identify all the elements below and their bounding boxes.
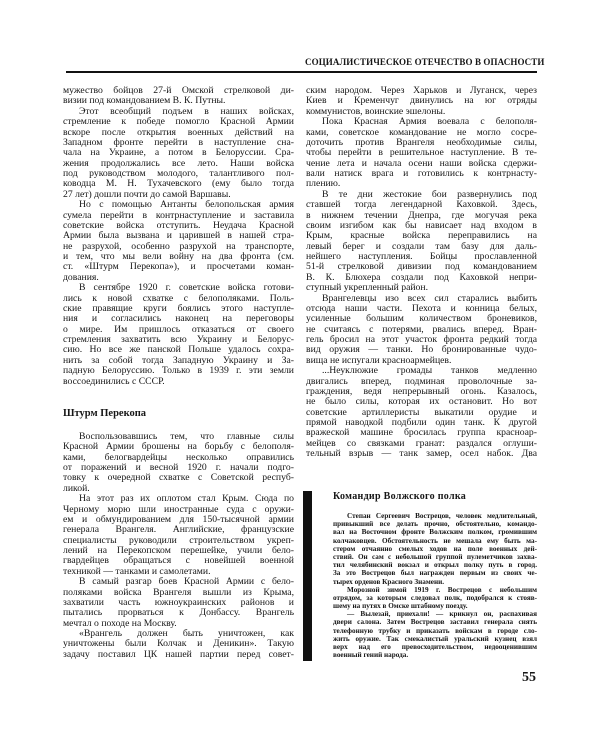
text-line: советские войска отступить. Неудача Красной <box>63 219 294 231</box>
text-line: гель бросил на этот участок фронта редкий тогда <box>306 334 537 345</box>
text-line: Киев и Кременчуг двинулись на юг отряды <box>306 95 537 107</box>
text-line: задачу поставил ЦК нашей партии перед совет- <box>63 648 294 660</box>
text-line: Армии была вызвана и царившей в нашей стра- <box>63 230 294 242</box>
text-line: ками, белогвардейцы несколько оправились <box>63 451 294 463</box>
text-line: жения продолжались все лето. Наши войска <box>63 157 294 169</box>
paragraph <box>63 629 294 660</box>
text-line: под руководством молодого, талантливого пол- <box>63 168 294 179</box>
text-line: дования. <box>63 271 99 283</box>
text-line: не было силы, которая их остановит. Но вот <box>306 396 537 408</box>
text-line: в нижнем течении Днепра, где могучая река <box>306 209 537 221</box>
text-line: вал на Восточном фронте Волжским полком, громившим <box>333 528 537 537</box>
text-line: ставшей тогда легендарной Каховкой. Здесь, <box>306 199 537 211</box>
text-line: гвардейцев обращаться с новейшей военной <box>63 555 294 567</box>
text-line: мейцев со связками гранат: раздался оглуши- <box>306 437 537 449</box>
text-line: двигались вперед, подминая проволочные за- <box>306 375 537 387</box>
text-line: За это Вострецов был награжден первым из своих че- <box>333 569 537 578</box>
text-line: сию. Но все же панской Польше удалось сохра- <box>63 344 294 356</box>
text-line: ликой. <box>63 482 90 494</box>
text-line: В сентябре 1920 г. советские войска готови- <box>79 282 294 294</box>
text-line: своим изгибом как бы нависает над входом в <box>306 219 537 231</box>
text-line: вали натиск врага и готовились к контрнасту- <box>306 168 537 179</box>
text-line: коммунистов, воинские эшелоны. <box>306 105 446 117</box>
text-line: от поражений и весной 1920 г. начали подго- <box>63 462 294 473</box>
text-line: Морозной зимой 1919 г. Вострецов с небольшим <box>347 585 537 594</box>
paragraph <box>306 86 537 117</box>
text-line: воссоединились с СССР. <box>63 375 165 387</box>
text-line: 51-й стрелковой дивизии под командованием <box>306 261 537 273</box>
text-line: отсюда наши части. Пехота и конница белых, <box>306 302 537 314</box>
text-line: прямой наводкой подбили один танк. К другой <box>306 417 537 428</box>
text-line: захватили часть южноукраинских районов и <box>63 596 294 608</box>
text-line: вид оружия — танки. Но бронированные чудо- <box>306 344 537 356</box>
header-rule <box>66 71 537 73</box>
text-line: вища не испугали красноармейцев. <box>306 354 452 366</box>
text-line: вскоре после открытия военных действий на <box>63 126 294 138</box>
text-line: Этот всеобщий подъем в наших войсках, <box>79 105 294 117</box>
text-line: Но с помощью Антанты белопольская армия <box>79 199 294 211</box>
text-line: стером отчаянно смелых ходов на поле военных дей- <box>333 544 537 553</box>
text-line: шему на путях в Омске штабному поезду. <box>333 602 468 611</box>
paragraph <box>306 117 537 190</box>
paragraph <box>63 200 294 283</box>
text-line: стремление к победе помогло Красной Армии <box>63 116 294 128</box>
text-line: нить за собой тогда Западную Украину и За- <box>63 354 294 366</box>
text-line: ...Неуклюжие громады танков медленно <box>322 365 537 377</box>
text-line: мечтал о походе на Москву. <box>63 617 177 629</box>
text-line: Черному морю шли иностранные суда с оружи- <box>63 503 294 515</box>
text-line: плению. <box>306 178 341 190</box>
text-line: — Вылезай, приехали! — крикнул он, распахивая <box>347 610 537 619</box>
paragraph <box>333 512 537 586</box>
text-line: стремления захватить всю Украину и Белорус- <box>63 334 294 345</box>
text-line: визии под командованием В. К. Путны. <box>63 95 226 107</box>
text-line: чтобы перейти в решительное наступление. В те- <box>306 147 537 159</box>
text-line: «Врангель должен быть уничтожен, как <box>79 628 294 639</box>
text-line: советские артиллеристы выкатили орудие и <box>306 406 537 418</box>
text-line: генерала Врангеля. Английские, французские <box>63 524 294 536</box>
sidebar-box-bar <box>303 491 312 661</box>
text-line: лись к новой схватке с белополяками. Поль- <box>63 292 294 304</box>
text-line: верх над его превосходительством, недооценившим <box>333 643 537 651</box>
text-line: ские правящие круги боялись этого наступле- <box>63 302 294 314</box>
text-line: специалисты руководили строительством укреп- <box>63 534 294 546</box>
text-line: лений на Перекопском перешейке, учили бело- <box>63 545 294 556</box>
text-line: Красной Армии брошены на борьбу с белополя- <box>63 441 294 453</box>
text-line: и тем, что мы вели войну на два фронта (см. <box>63 251 294 262</box>
text-line: граждения, ведя непрерывный огонь. Казалось, <box>306 385 537 397</box>
paragraph <box>63 432 294 494</box>
paragraph <box>63 283 294 387</box>
text-line: жить оружие. Так смекалистый уральский кузнец взял <box>333 634 537 643</box>
paragraph <box>63 86 294 107</box>
paragraph <box>333 610 537 659</box>
text-line: усиленные большим количеством броневиков, <box>306 313 537 325</box>
paragraph <box>63 577 294 629</box>
text-line: На этот раз их оплотом стал Крым. Сюда по <box>79 493 294 505</box>
text-line: ствий. Он сам с небольшой группой пулеметчиков захва- <box>333 552 537 561</box>
page-number: 55 <box>522 670 536 685</box>
text-line: левый берег и создали там базу для даль- <box>306 240 537 252</box>
paragraph <box>63 107 294 200</box>
text-line: ем и обмундированием для 150-тысячной армии <box>63 513 294 525</box>
text-line: ским народом. Через Харьков и Луганск, через <box>306 85 537 96</box>
paragraph <box>333 586 537 611</box>
text-line: Пока Красная Армия воевала с белополя- <box>322 116 537 128</box>
text-line: вражеской машине бросилась группа красноар- <box>306 427 537 439</box>
text-line: Степан Сергеевич Вострецов, человек медлительный, <box>347 512 537 520</box>
text-line: двери салона. Затем Вострецов заставил генерала снять <box>333 618 537 627</box>
text-line: чение лета и начала осени наши войска сдержи- <box>306 157 537 169</box>
text-line: В те дни жестокие бои развернулись под <box>322 188 537 200</box>
text-line: отрядом, за которым следовал полк, подобрался к стояв- <box>333 593 537 602</box>
right-column <box>306 86 537 460</box>
paragraph <box>63 494 294 577</box>
text-line: нейшего наступления. Бойцы прославленной <box>306 251 537 262</box>
text-line: колчаковцев. Обстоятельность не мешала ему быть ма- <box>333 536 537 545</box>
paragraph <box>306 190 537 294</box>
text-line: доточить против Врангеля необходимые силы, <box>306 136 537 148</box>
text-line: телефонную трубку и приказать войскам в городе сло- <box>333 626 537 635</box>
text-line: о мире. Им пришлось отказаться от своего <box>63 323 294 335</box>
text-line: военный гений народа. <box>333 651 409 660</box>
text-line: падную Белоруссию. Только в 1939 г. эти земли <box>63 365 294 377</box>
text-line: поляками войска Врангеля вышли из Крыма, <box>63 586 294 598</box>
text-line: Врангелевцы изо всех сил старались выбить <box>322 292 537 304</box>
text-line: мужество бойцов 27-й Омской стрелковой ди- <box>63 85 294 96</box>
text-line: техникой — танками и самолетами. <box>63 565 211 577</box>
text-line: тырех орденов Красного Знамени. <box>333 577 445 586</box>
text-line: В самый разгар боев Красной Армии с бело- <box>79 576 294 588</box>
sidebar-box <box>333 491 537 659</box>
text-line: тил челябинский вокзал и открыл полку путь в город. <box>333 561 537 570</box>
text-line: ководца М. Н. Тухачевского (ему было тогда <box>63 178 294 190</box>
text-line: пытались прорваться к Донбассу. Врангель <box>63 607 294 619</box>
text-line: ст. «Штурм Перекопа»), и просчетами коман- <box>63 261 294 273</box>
text-line: ступный укрепленный район. <box>306 282 429 294</box>
text-line: Западном фронте перейти в наступление сна- <box>63 136 294 148</box>
text-line: товку к очередной схватке с Советской респуб- <box>63 472 294 484</box>
text-line: привыкший все делать прочно, обстоятельно, командо- <box>333 520 537 529</box>
text-line: сумела перейти в контрнаступление и заставила <box>63 209 294 221</box>
text-line: не считаясь с потерями, рвались вперед. Вран- <box>306 323 537 335</box>
running-header: СОЦИАЛИСТИЧЕСКОЕ ОТЕЧЕСТВО В ОПАСНОСТИ <box>305 57 545 67</box>
section-heading: Штурм Перекопа <box>63 407 147 419</box>
paragraph <box>306 366 537 459</box>
text-line: ния и согласились наконец на переговоры <box>63 313 294 325</box>
text-line: Крым, красные войска переправились на <box>306 230 537 242</box>
sidebar-box-title: Командир Волжского полка <box>333 491 467 502</box>
text-line: не разрухой, особенно разрухой на транспорте, <box>63 240 294 252</box>
text-line: 27 лет) дошли почти до самой Варшавы. <box>63 188 231 200</box>
text-line: тельный взрыв — танк замер, осел набок. Два <box>306 448 537 460</box>
text-line: Воспользовавшись тем, что главные силы <box>79 430 294 442</box>
paragraph <box>306 294 537 367</box>
text-line: уничтожены были Колчак и Деникин». Такую <box>63 638 294 650</box>
text-line: чала на Украине, а потом в Белоруссии. Сра- <box>63 147 294 159</box>
text-line: В. К. Блюхера создали под Каховкой непри- <box>306 271 537 283</box>
left-column <box>63 86 294 660</box>
text-line: ками, советское командование не могло сосре- <box>306 126 537 138</box>
